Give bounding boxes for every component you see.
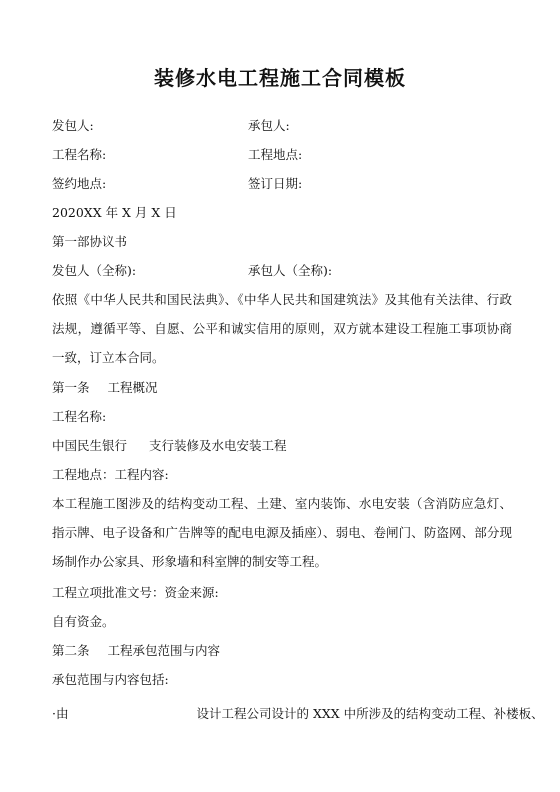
article-two-heading <box>52 643 220 659</box>
project-name-part2: 支行装修及水电安装工程 <box>149 438 287 453</box>
approval-funding-label: 工程立项批准文号：资金来源: <box>52 585 219 600</box>
date-line: 2020XX 年 X 月 X 日 <box>52 205 177 220</box>
project-location-label: 工程地点: <box>248 147 303 162</box>
project-name-label: 工程名称: <box>52 147 107 162</box>
scope-label: 承包范围与内容包括: <box>52 672 169 687</box>
document-title: 装修水电工程施工合同模板 <box>154 66 406 90</box>
scope-item-text: 设计工程公司设计的 XXX 中所涉及的结构变动工程、补楼板、 <box>196 706 544 721</box>
sign-place-label: 签约地点: <box>52 176 107 191</box>
work-content-paragraph: 本工程施工图涉及的结构变动工程、土建、室内装饰、水电安装（含消防应急灯、指示牌、电子设备和广告牌等的配电电源及插座）、弱电、卷闸门、防盗网、部分现场制作办公家具、形象墙和科室牌的制安等工程。 <box>52 496 512 569</box>
issuer-full-label: 发包人（全称): <box>52 263 137 278</box>
scope-item <box>52 706 544 722</box>
sign-date-label: 签订日期: <box>248 176 303 191</box>
contractor-full-label: 承包人（全称): <box>248 263 333 278</box>
article-one-title: 工程概况 <box>107 380 158 395</box>
article-one-heading <box>52 380 158 396</box>
article-one-project-name-label: 工程名称: <box>52 409 107 424</box>
article-one-number: 第一条 <box>52 380 90 395</box>
preamble-paragraph: 依照《中华人民共和国民法典》、《中华人民共和国建筑法》及其他有关法律、行政法规，遵循平等、自愿、公平和诚实信用的原则，双方就本建设工程施工事项协商一致，订立本合同。 <box>52 292 512 365</box>
location-content-label: 工程地点：工程内容: <box>52 467 169 482</box>
contractor-label: 承包人: <box>248 118 290 133</box>
issuer-label: 发包人: <box>52 118 94 133</box>
scope-item-prefix: ·由 <box>52 706 69 721</box>
project-name-part1: 中国民生银行 <box>52 438 128 453</box>
article-two-number: 第二条 <box>52 643 90 658</box>
article-two-title: 工程承包范围与内容 <box>107 643 221 658</box>
part-one-heading: 第一部协议书 <box>52 234 128 249</box>
funding-value: 自有资金。 <box>52 614 115 629</box>
project-name-value <box>52 438 287 454</box>
